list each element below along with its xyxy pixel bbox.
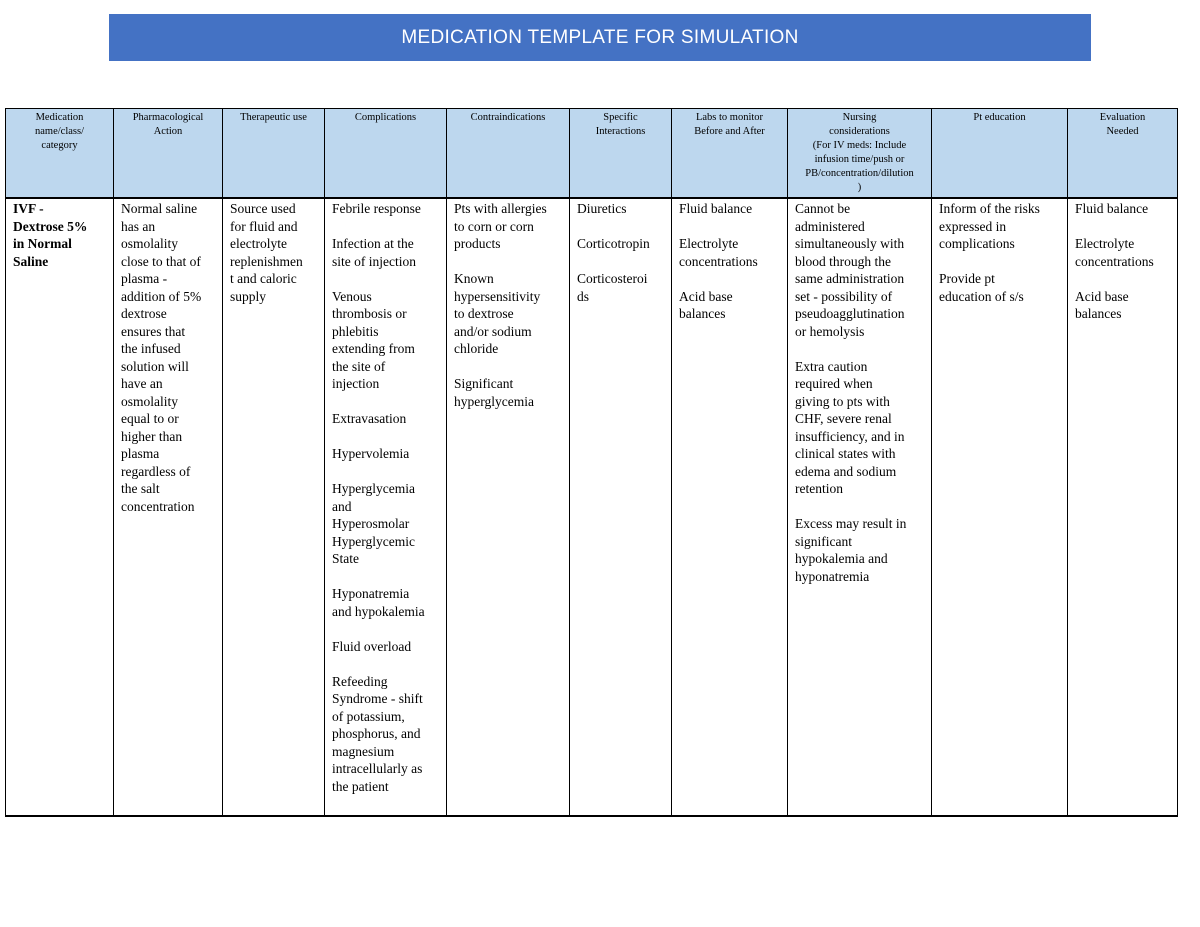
page-title-banner	[109, 14, 1091, 61]
medication-table	[5, 108, 1178, 817]
header-nursing: Nursing considerations (For IV meds: Include infusion time/push or PB/concentration/dilution )	[788, 109, 932, 199]
cell-evaluation: Fluid balance Electrolyte concentrations Acid base balances	[1068, 198, 1178, 816]
cell-pharmacological-action: Normal saline has an osmolality close to that of plasma - addition of 5% dextrose ensures that the infused solution will have an osmolality equal to or higher than plasma regardless of the salt concentration	[114, 198, 223, 816]
cell-contraindications: Pts with allergies to corn or corn products Known hypersensitivity to dextrose and/or sodium chloride Significant hyperglycemia	[447, 198, 570, 816]
table-row	[6, 198, 1178, 816]
header-contraindications: Contraindications	[447, 109, 570, 199]
cell-nursing: Cannot be administered simultaneously with blood through the same administration set - possibility of pseudoagglutination or hemolysis Extra caution required when giving to pts with CHF, severe renal insufficiency, and in clinical states with edema and sodium retention Excess may result in significant hypokalemia and hyponatremia	[788, 198, 932, 816]
header-pharmacological-action: Pharmacological Action	[114, 109, 223, 199]
header-therapeutic-use: Therapeutic use	[223, 109, 325, 199]
cell-complications: Febrile response Infection at the site of injection Venous thrombosis or phlebitis extending from the site of injection Extravasation Hypervolemia Hyperglycemia and Hyperosmolar Hyperglycemic State Hyponatremia and hypokalemia Fluid overload Refeeding Syndrome - shift of potassium, phosphorus, and magnesium intracellularly as the patient	[325, 198, 447, 816]
page-title: MEDICATION TEMPLATE FOR SIMULATION	[401, 26, 799, 48]
header-evaluation: Evaluation Needed	[1068, 109, 1178, 199]
header-interactions: Specific Interactions	[570, 109, 672, 199]
cell-labs: Fluid balance Electrolyte concentrations Acid base balances	[672, 198, 788, 816]
header-labs: Labs to monitor Before and After	[672, 109, 788, 199]
table-header-row	[6, 109, 1178, 199]
cell-therapeutic-use: Source used for fluid and electrolyte replenishmen t and caloric supply	[223, 198, 325, 816]
header-medication: Medication name/class/ category	[6, 109, 114, 199]
header-complications: Complications	[325, 109, 447, 199]
cell-pt-education: Inform of the risks expressed in complications Provide pt education of s/s	[932, 198, 1068, 816]
cell-medication: IVF - Dextrose 5% in Normal Saline	[6, 198, 114, 816]
header-pt-education: Pt education	[932, 109, 1068, 199]
cell-interactions: Diuretics Corticotropin Corticosteroi ds	[570, 198, 672, 816]
